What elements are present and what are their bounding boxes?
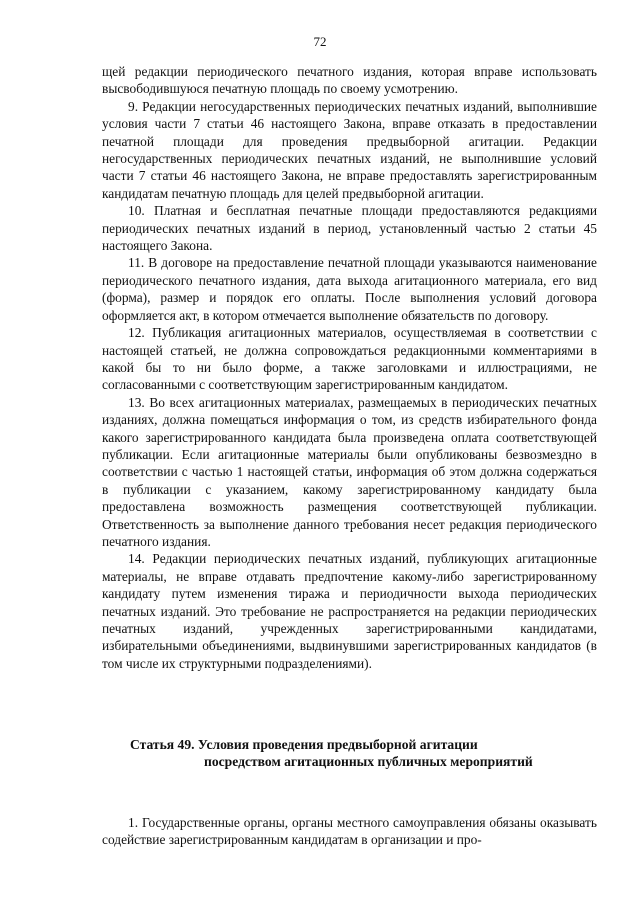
paragraph-14: 14. Редакции периодических печатных изданий, публикующих агитационные материалы, не вправе отдавать предпочтение какому-либо зарегистрированному кандидату путем изменения тиража и периодичности выхода периодических печатных изданий. Это требование не распространяется на редакции периодических печатных изданий, учрежденных зарегистрированными кандидатами, избирательными объединениями, выдвинувшими зарегистрированных кандидатов (в том числе их структурными подразделениями). (102, 551, 597, 671)
paragraph-10: 10. Платная и бесплатная печатные площади предоставляются редакциями периодических печатных изданий в период, установленный частью 2 статьи 45 настоящего Закона. (102, 203, 597, 254)
body-text (102, 63, 597, 672)
article-heading-line-2: посредством агитационных публичных мероприятий (204, 754, 533, 770)
paragraph-continuation: щей редакции периодического печатного издания, которая вправе использовать высвободившуюся печатную площадь по своему усмотрению. (102, 64, 597, 97)
page-number: 72 (313, 34, 327, 49)
paragraph-12: 12. Публикация агитационных материалов, осуществляемая в соответствии с настоящей статьей, не должна сопровождаться редакционными комментариями в какой бы то ни было форме, а также заголовками и иллюстрациями, не согласованными с соответствующим зарегистрированным кандидатом. (102, 325, 597, 393)
article-heading (102, 736, 597, 771)
paragraph-9: 9. Редакции негосударственных периодических печатных изданий, выполнившие условия части 7 статьи 46 настоящего Закона, вправе отказать в предоставлении печатной площади для проведения предвыборной агитации. Редакции негосударственных периодических печатных изданий, не выполнившие условий части 7 статьи 46 настоящего Закона, не вправе предоставлять зарегистрированным кандидатам печатную площадь для целей предвыборной агитации. (102, 98, 597, 201)
article-paragraph-1: 1. Государственные органы, органы местного самоуправления обязаны оказывать содействие зарегистрированным кандидатам в организации и про- (102, 815, 597, 848)
article-body-text (102, 814, 597, 849)
paragraph-11: 11. В договоре на предоставление печатной площади указываются наименование периодического печатного издания, дата выхода агитационного материала, его вид (форма), размер и порядок его оплаты. После выполнения условий договора оформляется акт, в котором отмечается выполнение обязательств по договору. (102, 255, 597, 323)
paragraph-13: 13. Во всех агитационных материалах, размещаемых в периодических печатных изданиях, должна помещаться информация о том, из средств избирательного фонда какого зарегистрированного кандидата была произведена оплата соответствующей публикации. Если агитационные материалы были опубликованы безвозмездно в соответствии с частью 1 настоящей статьи, информация об этом должна содержаться в публикации с указанием, какому зарегистрированному кандидату была предоставлена возможность размещения соответствующей публикации. Ответственность за выполнение данного требования несет редакция периодического печатного издания. (102, 394, 597, 549)
article-heading-line-1: Статья 49. Условия проведения предвыборной агитации (130, 737, 478, 752)
